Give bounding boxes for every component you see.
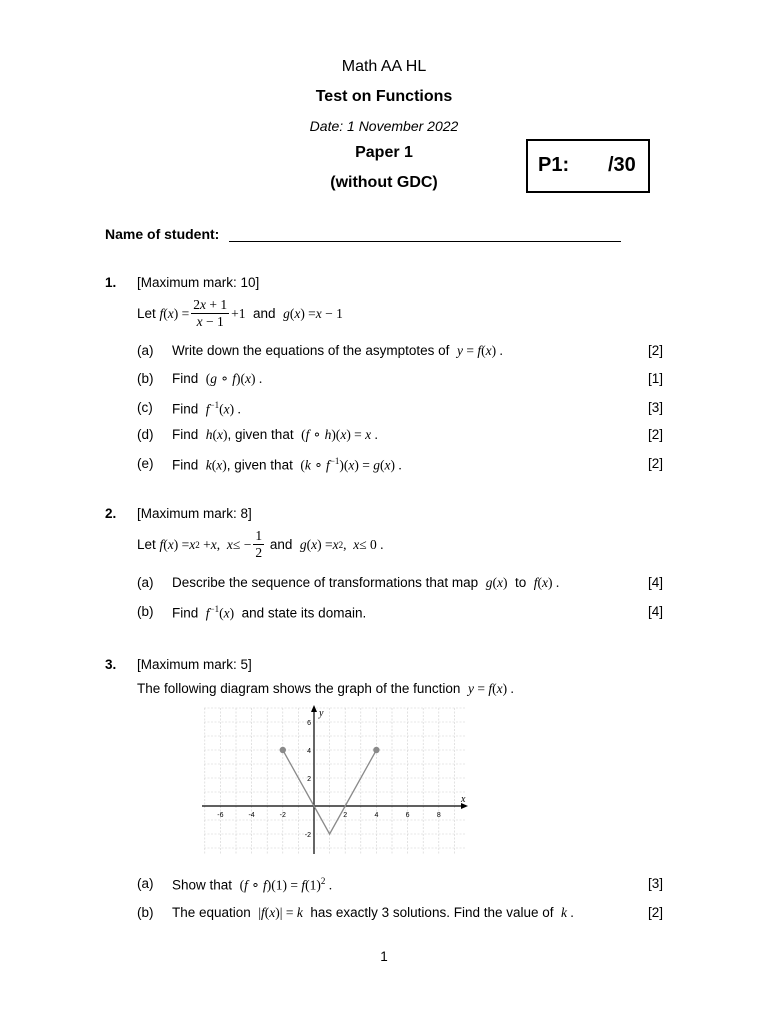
x-tick-label: -6: [217, 812, 224, 819]
q2-max-mark: [Maximum mark: 8]: [137, 506, 252, 521]
q1-max-mark: [Maximum mark: 10]: [137, 275, 260, 290]
x-tick-label: -4: [248, 812, 255, 819]
q3b-label: (b): [137, 905, 154, 920]
q1-definition: Let f ( x ) = $\frac{2x + 1}{x - 1}$ +1 and g ( x ) = x − 1: [137, 297, 343, 329]
q1e-text: Find k(x), given that (k ∘ $f^{-1})(x) = g(x)$ .: [172, 456, 402, 473]
q1a-marks: [2]: [647, 343, 663, 358]
q2a-label: (a): [137, 575, 154, 590]
q3-intro: The following diagram shows the graph of the function y = f(x) .: [137, 681, 514, 696]
q1a-text: Write down the equations of the asymptotes of y = f(x) .: [172, 343, 503, 358]
q1c-text: Find $f^{-1}(x)$ .: [172, 400, 241, 417]
q1b-label: (b): [137, 371, 154, 386]
student-name-line[interactable]: [229, 241, 621, 242]
q3a-label: (a): [137, 876, 154, 891]
graph-axes: [202, 705, 468, 854]
x-tick-label: 8: [436, 812, 441, 819]
graph-grid: [204, 708, 466, 854]
x-tick-label: 6: [405, 812, 410, 819]
y-axis-arrow: [311, 705, 317, 712]
q1b-text: Find (g ∘ f)(x) .: [172, 371, 263, 386]
paper-label: Paper 1: [355, 144, 413, 161]
q1d-marks: [2]: [647, 427, 663, 442]
q1b-marks: [1]: [647, 371, 663, 386]
page-number: 1: [380, 949, 388, 964]
q1d-label: (d): [137, 427, 154, 442]
q3a-text: Show that (f ∘ $f)(1) = f(1)^2$ .: [172, 876, 333, 893]
q1e-marks: [2]: [647, 456, 663, 471]
q3a-marks: [3]: [647, 876, 663, 891]
q2b-marks: [4]: [647, 604, 663, 619]
y-axis-label: y: [319, 708, 324, 719]
x-axis-label: x: [461, 794, 466, 805]
gdc-note: (without GDC): [330, 174, 438, 191]
x-tick-label: 4: [374, 812, 379, 819]
q3b-marks: [2]: [647, 905, 663, 920]
q1a-label: (a): [137, 343, 154, 358]
student-name-label: Name of student:: [105, 226, 220, 242]
q2b-text: Find $f^{-1}(x)$ and state its domain.: [172, 604, 367, 621]
score-box: [526, 139, 650, 193]
q1-number: 1.: [105, 275, 117, 290]
q3-number: 3.: [105, 657, 117, 672]
q2b-label: (b): [137, 604, 154, 619]
q2-number: 2.: [105, 506, 117, 521]
q1e-label: (e): [137, 456, 154, 471]
q1d-text: Find h(x), given that (f ∘ h)(x) = x .: [172, 427, 378, 442]
endpoint-left: [280, 747, 286, 753]
endpoint-right: [373, 747, 379, 753]
test-title: Test on Functions: [315, 88, 453, 105]
test-date: Date: 1 November 2022: [309, 118, 459, 134]
q3-max-mark: [Maximum mark: 5]: [137, 657, 252, 672]
course-title: Math AA HL: [341, 58, 427, 75]
q1c-label: (c): [137, 400, 153, 415]
q1c-marks: [3]: [647, 400, 663, 415]
q3b-text: The equation |f(x)| = k has exactly 3 solutions. Find the value of k .: [172, 905, 574, 920]
q2a-text: Describe the sequence of transformations that map g(x) to f(x) .: [172, 575, 560, 590]
score-label: P1:: [538, 154, 570, 176]
score-total: /30: [608, 154, 636, 176]
function-graph: [200, 704, 470, 856]
y-tick-label: 6: [307, 720, 311, 727]
x-tick-label: 2: [343, 812, 348, 819]
y-tick-label: 2: [307, 776, 311, 783]
y-tick-label: -2: [304, 832, 311, 839]
y-tick-label: 4: [307, 748, 311, 755]
x-tick-label: -2: [279, 812, 286, 819]
q2a-marks: [4]: [647, 575, 663, 590]
q2-definition: Let f ( x ) = x 2 + x , x ≤ − $\frac{1}{2}$ and g ( x ) = x 2 , x ≤ 0 .: [137, 528, 384, 560]
